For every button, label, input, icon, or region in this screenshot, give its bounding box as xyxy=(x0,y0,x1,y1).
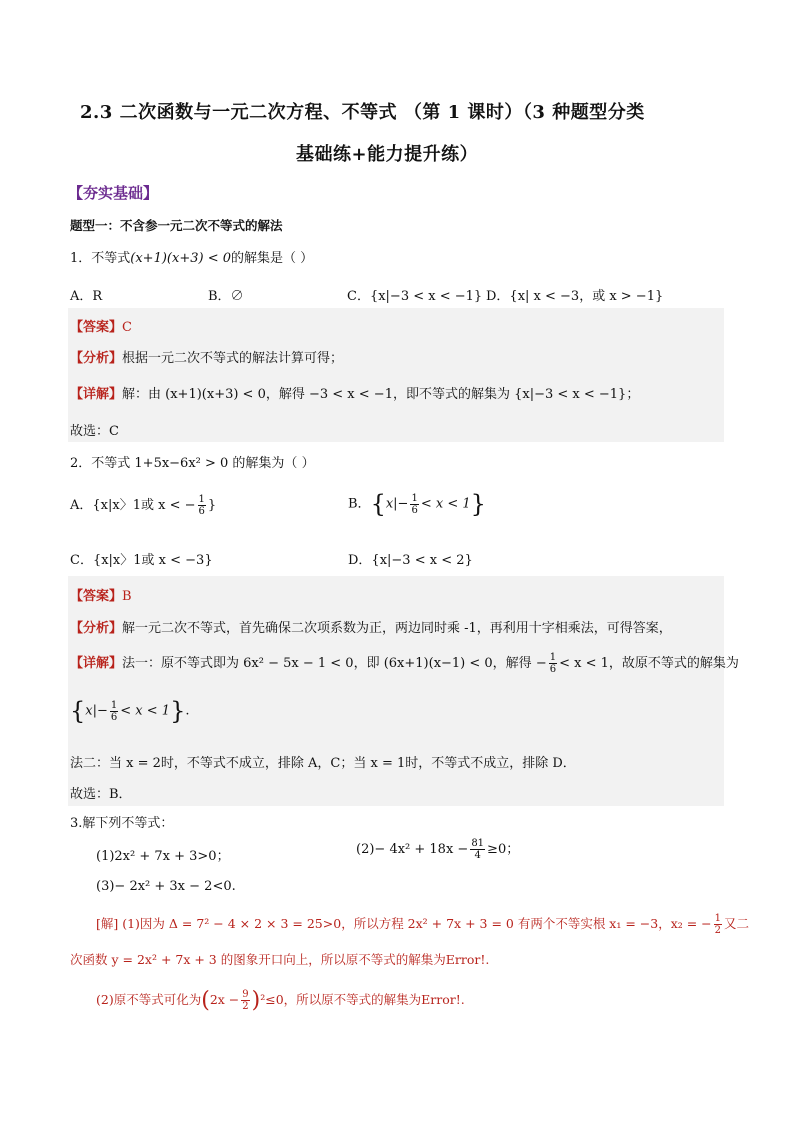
fraction-one-sixth: $\frac{1}{6}$ xyxy=(110,699,118,723)
q1-option-b: B．∅ xyxy=(208,289,244,304)
q2-detail xyxy=(70,652,739,675)
q1-answer-block xyxy=(68,308,724,442)
type-heading: 题型一：不含参一元二次不等式的解法 xyxy=(70,218,283,233)
q3-p2-pre: (2)− 4x² + 18x − xyxy=(356,842,469,857)
q2-answer-block xyxy=(68,576,724,806)
q3-part-2 xyxy=(356,838,519,861)
q1-option-a: A．R xyxy=(70,289,103,304)
q3-solution-1-line2: 次函数 y = 2x² + 7x + 3 的图象开口向上，所以原不等式的解集为Error!. xyxy=(70,952,490,967)
answer-label: 【答案】 xyxy=(70,320,123,335)
detail-label: 【详解】 xyxy=(70,387,123,402)
q1-stem-post: 的解集是（ ） xyxy=(231,251,314,266)
q2-analysis xyxy=(70,617,672,636)
fraction-81-4: $\frac{81}{4}$ xyxy=(471,838,485,861)
q2-opt-a-post: } xyxy=(207,498,217,513)
q3-sol2-pre: (2)原不等式可化为 xyxy=(96,992,202,1007)
detail-text-post: < x < 1，故原不等式的解集为 xyxy=(559,656,739,671)
detail-label: 【详解】 xyxy=(70,656,123,671)
analysis-text: 解一元二次不等式，首先确保二次项系数为正，两边同时乘 -1，再利用十字相乘法，可得答案， xyxy=(122,621,672,636)
question-2-stem: 2．不等式 1+5x−6x² > 0 的解集为（ ） xyxy=(70,456,315,471)
q3-part-3: (3)− 2x² + 3x − 2<0. xyxy=(96,879,236,894)
q2-option-a xyxy=(70,494,216,517)
q1-stem-pre: 1．不等式 xyxy=(70,251,131,266)
answer-value: C xyxy=(122,320,132,335)
q3-sol1-post: 又二 xyxy=(724,916,750,931)
q3-sol2-inner: 2x − xyxy=(209,992,240,1007)
q2-opt-b-mid: x|− xyxy=(385,496,409,512)
page-title-line2: 基础练+能力提升练） xyxy=(296,144,479,165)
q2-opt-b-pre: B． xyxy=(348,496,371,512)
analysis-label: 【分析】 xyxy=(70,621,123,636)
fraction-one-sixth: $\frac{1}{6}$ xyxy=(549,652,557,675)
q3-p2-post: ≥0； xyxy=(487,842,520,857)
q3-solution-1 xyxy=(96,913,749,936)
fraction-nine-halves: $\frac{9}{2}$ xyxy=(242,989,249,1012)
question-3-stem: 3.解下列不等式： xyxy=(70,816,174,831)
answer-value: B xyxy=(122,589,132,604)
q2-option-d: D．{x|−3 < x < 2} xyxy=(348,553,473,568)
q1-detail xyxy=(70,383,639,402)
q3-solution-2: (2)原不等式可化为(2x − $\frac{9}{2}$ )²≤0，所以原不等式的解集为Error!. xyxy=(96,988,465,1013)
q2-method-two: 法二：当 x = 2时，不等式不成立，排除 A，C；当 x = 1时，不等式不成立，排除 D． xyxy=(70,756,576,771)
section-label: 【夯实基础】 xyxy=(68,184,159,202)
analysis-text: 根据一元二次不等式的解法计算可得； xyxy=(122,351,344,366)
analysis-label: 【分析】 xyxy=(70,351,123,366)
q1-answer xyxy=(70,316,132,335)
fraction-one-sixth: $\frac{1}{6}$ xyxy=(198,494,205,517)
q2-opt-a-pre: A．{x|x〉1或 x < − xyxy=(70,498,196,513)
q1-choice: 故选：C xyxy=(70,424,119,439)
fraction-one-half: $\frac{1}{2}$ xyxy=(714,913,722,936)
q2-set-mid: x|− xyxy=(85,703,108,719)
q3-sol2-post: ²≤0，所以原不等式的解集为Error!. xyxy=(260,992,465,1007)
q2-set-post: < x < 1 xyxy=(120,703,171,719)
q1-option-c: C．{x|−3 < x < −1} xyxy=(347,289,483,304)
question-1-stem xyxy=(70,247,313,266)
q2-answer xyxy=(70,585,132,604)
q1-analysis xyxy=(70,347,343,366)
q2-opt-b-post: < x < 1 xyxy=(420,496,471,512)
q2-set-end: . xyxy=(185,703,190,719)
q3-sol1-pre: [解] (1)因为 Δ = 7² − 4 × 2 × 3 = 25>0，所以方程 2x² + 7x + 3 = 0 有两个不等实根 x₁ = −3，x₂ = − xyxy=(96,916,712,931)
q2-option-b: B．{x|− $\frac{1}{6}$ < x < 1} xyxy=(348,490,486,518)
q2-option-c: C．{x|x〉1或 x < −3} xyxy=(70,553,213,568)
fraction-one-sixth: $\frac{1}{6}$ xyxy=(411,492,418,516)
answer-label: 【答案】 xyxy=(70,589,123,604)
q1-option-d: D．{x| x < −3，或 x > −1} xyxy=(486,289,664,304)
q2-choice: 故选：B． xyxy=(70,787,132,802)
q2-detail-set: {x|− $\frac{1}{6}$ < x < 1}. xyxy=(70,697,190,725)
page-title-line1: 2.3 二次函数与一元二次方程、不等式 （第 1 课时）（3 种题型分类 xyxy=(80,102,645,123)
detail-text-pre: 法一：原不等式即为 6x² − 5x − 1 < 0，即 (6x+1)(x−1) < 0，解得 − xyxy=(122,656,547,671)
q3-part-1: (1)2x² + 7x + 3>0； xyxy=(96,849,230,864)
detail-text: 解：由 (x+1)(x+3) < 0，解得 −3 < x < −1，即不等式的解集为 {x|−3 < x < −1}； xyxy=(122,387,640,402)
q1-stem-expr: (x+1)(x+3) < 0 xyxy=(130,251,231,266)
